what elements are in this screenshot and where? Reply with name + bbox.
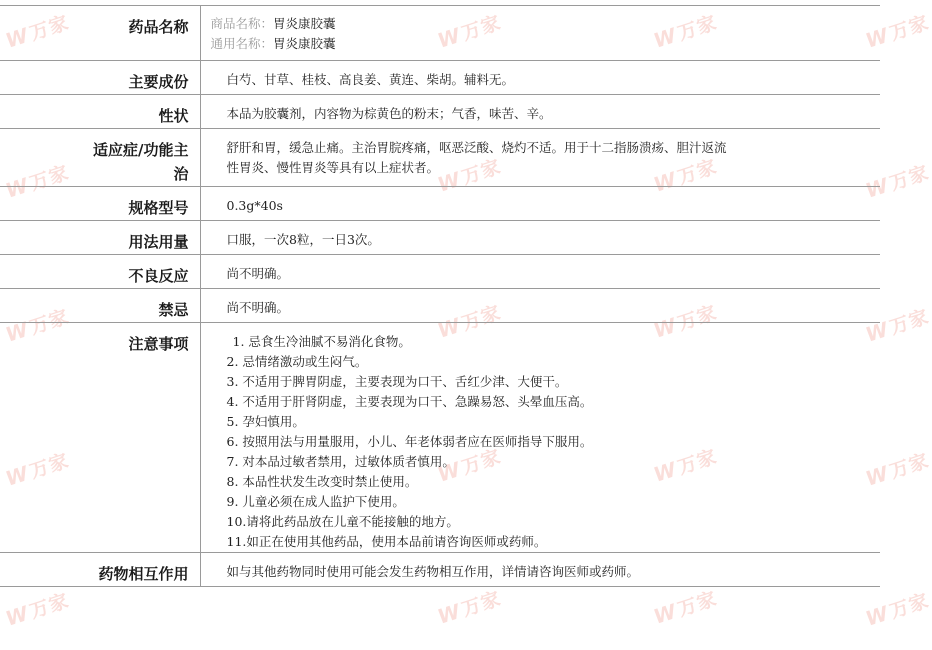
watermark-logo: W [862,22,892,53]
watermark-logo: W [434,598,464,629]
watermark-logo: W [650,312,680,343]
watermark-text: 万家 [675,155,720,189]
properties-label: 性状 [0,95,200,129]
trade-name-line [211,14,871,34]
watermark-logo: W [2,460,32,491]
adverse-reactions-value: 尚不明确。 [200,255,880,289]
drug-spec-table [0,5,880,587]
usage-label: 用法用量 [0,221,200,255]
watermark [434,584,504,630]
generic-name-line [211,34,871,54]
watermark-logo: W [2,316,32,347]
drug-name-value [200,6,880,61]
precautions-label: 注意事项 [0,323,200,553]
precaution-item: 3. 不适用于脾胃阴虚，主要表现为口干、舌红少津、大便干。 [226,374,568,389]
contraindications-value: 尚不明确。 [200,289,880,323]
row-ingredients [0,61,880,95]
generic-name: 胃炎康胶囊 [273,36,336,51]
watermark-logo: W [650,598,680,629]
watermark-logo: W [862,460,892,491]
watermark-text: 万家 [27,161,72,195]
precaution-item: 10.请将此药品放在儿童不能接触的地方。 [226,514,459,529]
interactions-value: 如与其他药物同时使用可能会发生药物相互作用，详情请咨询医师或药师。 [200,553,880,587]
watermark-logo: W [650,456,680,487]
watermark-logo: W [862,600,892,631]
drug-name-label: 药品名称 [0,6,200,61]
precaution-item: 11.如正在使用其他药品，使用本品前请咨询医师或药师。 [226,534,547,549]
watermark-logo: W [650,166,680,197]
precaution-item: 4. 不适用于肝肾阴虚，主要表现为口干、急躁易怒、头晕血压高。 [226,394,593,409]
watermark [2,586,72,632]
watermark-text: 万家 [27,11,72,45]
usage-value: 口服，一次8粒，一日3次。 [200,221,880,255]
precaution-item: 8. 本品性状发生改变时禁止使用。 [226,474,418,489]
watermark-logo: W [434,166,464,197]
row-specification [0,187,880,221]
precautions-list [200,323,880,553]
watermark-text: 万家 [675,587,720,621]
precaution-item: 7. 对本品过敏者禁用，过敏体质者慎用。 [226,454,455,469]
indications-label [0,129,200,187]
watermark-logo: W [862,316,892,347]
precaution-item: 5. 孕妇慎用。 [226,414,305,429]
watermark-text: 万家 [887,305,932,339]
watermark-text: 万家 [887,11,932,45]
row-contraindications [0,289,880,323]
properties-value: 本品为胶囊剂，内容物为棕黄色的粉末；气香，味苦、辛。 [200,95,880,129]
indications-label-line2: 治 [173,165,189,183]
watermark-logo: W [2,22,32,53]
trade-name: 胃炎康胶囊 [273,16,336,31]
precaution-item: 9. 儿童必须在成人监护下使用。 [226,494,405,509]
watermark-text: 万家 [887,449,932,483]
row-indications [0,129,880,187]
indications-label-line1: 适应症/功能主 [93,141,189,159]
watermark-text: 万家 [459,11,504,45]
watermark-logo: W [2,172,32,203]
row-adverse-reactions [0,255,880,289]
watermark-text: 万家 [675,11,720,45]
contraindications-label: 禁忌 [0,289,200,323]
watermark-text: 万家 [27,449,72,483]
row-usage [0,221,880,255]
adverse-reactions-label: 不良反应 [0,255,200,289]
ingredients-value: 白芍、甘草、桂枝、高良姜、黄连、柴胡。辅料无。 [200,61,880,95]
generic-name-label: 通用名称： [210,36,274,51]
watermark-logo: W [434,456,464,487]
precaution-item: 6. 按照用法与用量服用，小儿、年老体弱者应在医师指导下服用。 [226,434,593,449]
trade-name-label: 商品名称： [210,16,274,31]
precaution-item: 2. 忌情绪激动或生闷气。 [226,354,368,369]
precaution-item: 1. 忌食生冷油腻不易消化食物。 [232,334,411,349]
indications-value [200,129,880,187]
watermark [862,586,932,632]
watermark-text: 万家 [887,161,932,195]
watermark-text: 万家 [459,301,504,335]
watermark-logo: W [2,600,32,631]
watermark-text: 万家 [675,445,720,479]
watermark-logo: W [434,22,464,53]
watermark-logo: W [434,312,464,343]
row-interactions [0,553,880,587]
indications-line1: 舒肝和胃，缓急止痛。主治胃脘疼痛，呕恶泛酸、烧灼不适。用于十二指肠溃疡、胆汁返流 [226,140,727,155]
watermark-text: 万家 [459,155,504,189]
specification-label: 规格型号 [0,187,200,221]
ingredients-label: 主要成份 [0,61,200,95]
watermark-text: 万家 [27,305,72,339]
specification-value: 0.3g*40s [200,187,880,221]
watermark-text: 万家 [459,587,504,621]
watermark-text: 万家 [459,445,504,479]
watermark-text: 万家 [27,589,72,623]
watermark-logo: W [862,172,892,203]
row-properties [0,95,880,129]
interactions-label: 药物相互作用 [0,553,200,587]
row-drug-name [0,6,880,61]
watermark-text: 万家 [887,589,932,623]
watermark-text: 万家 [675,301,720,335]
indications-line2: 性胃炎、慢性胃炎等具有以上症状者。 [226,160,440,175]
watermark [650,584,720,630]
row-precautions [0,323,880,553]
watermark-logo: W [650,22,680,53]
